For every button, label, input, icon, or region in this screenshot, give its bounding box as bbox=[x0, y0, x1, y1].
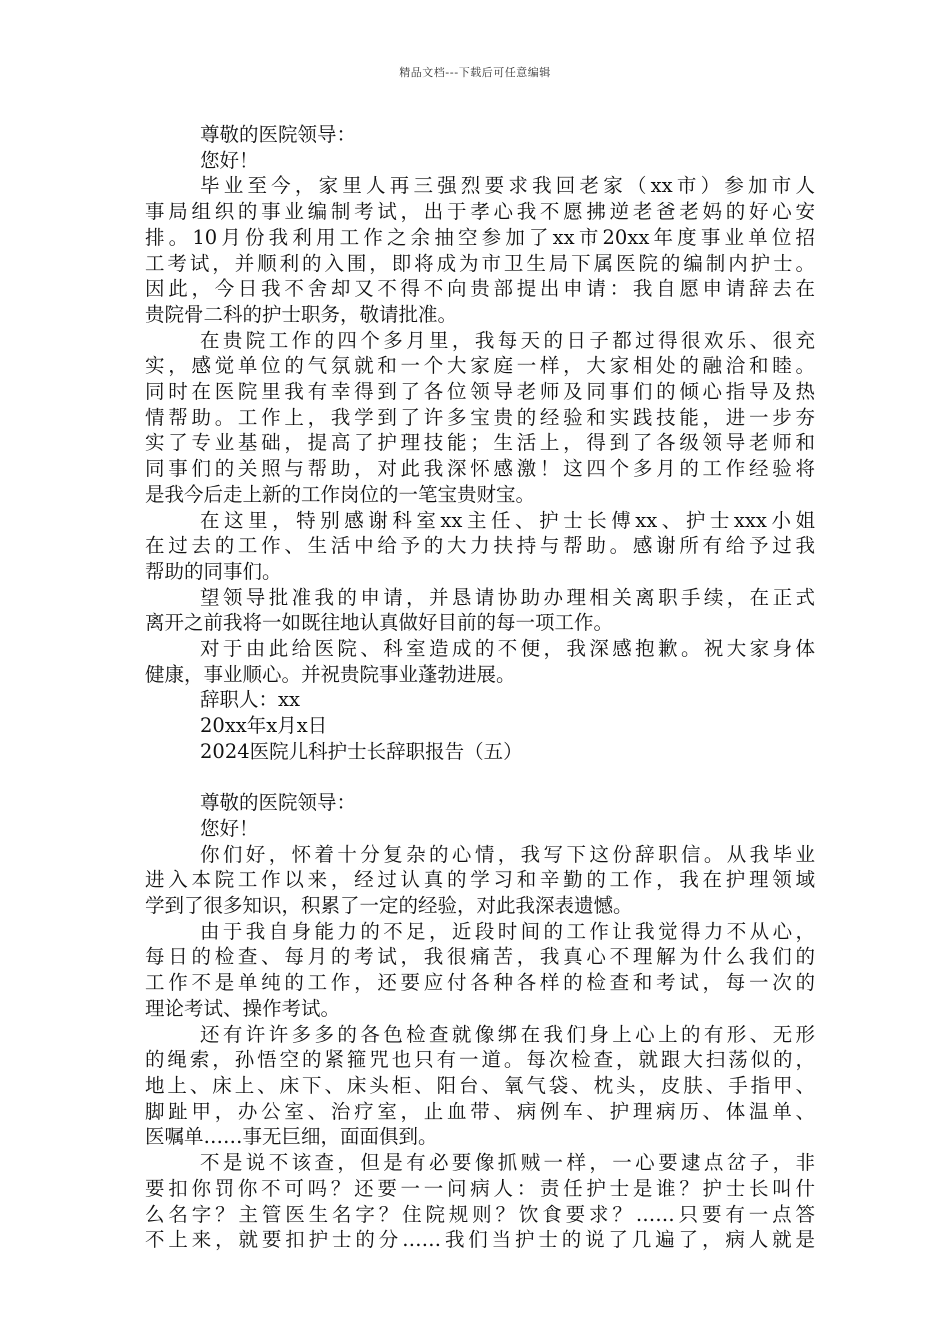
text-line: 理论考试、操作考试。 bbox=[145, 996, 341, 1020]
text-line: 医嘱单……事无巨细，面面俱到。 bbox=[145, 1125, 438, 1149]
text-line: 2024医院儿科护士长辞职报告（五） bbox=[200, 739, 523, 763]
text-line: 工作不是单纯的工作，还要应付各种各样的检查和考试，每一次的 bbox=[145, 971, 815, 995]
text-line: 每日的检查、每月的考试，我很痛苦，我真心不理解为什么我们的 bbox=[145, 945, 815, 969]
text-line: 学到了很多知识，积累了一定的经验，对此我深表遗憾。 bbox=[145, 894, 633, 918]
text-line: 在这里，特别感谢科室xx主任、护士长傅xx、护士xxx小姐 bbox=[200, 508, 815, 532]
text-line: 帮助的同事们。 bbox=[145, 559, 282, 583]
text-line: 脚趾甲，办公室、治疗室，止血带、病例车、护理病历、体温单、 bbox=[145, 1099, 815, 1123]
text-line: 健康，事业顺心。并祝贵院事业蓬勃进展。 bbox=[145, 662, 516, 686]
text-line: 排。10月份我利用工作之余抽空参加了xx市20xx年度事业单位招 bbox=[145, 225, 815, 249]
text-line: 是我今后走上新的工作岗位的一笔宝贵财宝。 bbox=[145, 482, 536, 506]
text-line: 因此，今日我不舍却又不得不向贵部提出申请：我自愿申请辞去在 bbox=[145, 277, 815, 301]
blank-line bbox=[145, 765, 815, 791]
text-line: 毕业至今，家里人再三强烈要求我回老家（xx市）参加市人 bbox=[200, 174, 815, 198]
text-line: 尊敬的医院领导： bbox=[200, 123, 357, 146]
text-line: 进入本院工作以来，经过认真的学习和辛勤的工作，我在护理领域 bbox=[145, 868, 815, 892]
text-line: 由于我自身能力的不足，近段时间的工作让我觉得力不从心， bbox=[200, 919, 815, 943]
text-line: 对于由此给医院、科室造成的不便，我深感抱歉。祝大家身体 bbox=[200, 637, 815, 661]
text-line: 贵院骨二科的护士职务，敬请批准。 bbox=[145, 302, 458, 326]
text-line: 不上来，就要扣护士的分……我们当护士的说了几遍了，病人就是 bbox=[145, 1228, 815, 1252]
text-line: 望领导批准我的申请，并恳请协助办理相关离职手续，在正式 bbox=[200, 585, 815, 609]
text-line: 不是说不该查，但是有必要像抓贼一样，一心要逮点岔子，非 bbox=[200, 1151, 815, 1175]
text-line: 实了专业基础，提高了护理技能；生活上，得到了各级领导老师和 bbox=[145, 431, 815, 455]
text-line: 20xx年x月x日 bbox=[200, 714, 328, 738]
text-line: 你们好，怀着十分复杂的心情，我写下这份辞职信。从我毕业 bbox=[200, 842, 815, 866]
text-line: 辞职人：xx bbox=[200, 688, 300, 712]
page-header: 精品文档---下载后可任意编辑 bbox=[399, 66, 551, 79]
text-line: 在过去的工作、生活中给予的大力扶持与帮助。感谢所有给予过我 bbox=[145, 534, 815, 558]
text-line: 事局组织的事业编制考试，出于孝心我不愿拂逆老爸老妈的好心安 bbox=[145, 200, 815, 224]
text-line: 您好！ bbox=[200, 816, 259, 840]
text-line: 要扣你罚你不可吗？还要一一问病人：责任护士是谁？护士长叫什 bbox=[145, 1176, 815, 1200]
text-line: 情帮助。工作上，我学到了许多宝贵的经验和实践技能，进一步夯 bbox=[145, 405, 815, 429]
text-line: 同事们的关照与帮助，对此我深怀感激！这四个多月的工作经验将 bbox=[145, 457, 815, 481]
text-line: 同时在医院里我有幸得到了各位领导老师及同事们的倾心指导及热 bbox=[145, 380, 815, 404]
text-line: 实，感觉单位的气氛就和一个大家庭一样，大家相处的融洽和睦。 bbox=[145, 354, 815, 378]
text-line: 的绳索，孙悟空的紧箍咒也只有一道。每次检查，就跟大扫荡似的， bbox=[145, 1048, 815, 1072]
text-line: 您好！ bbox=[200, 148, 259, 172]
document-body bbox=[145, 122, 815, 1253]
text-line: 工考试，并顺利的入围，即将成为市卫生局下属医院的编制内护士。 bbox=[145, 251, 815, 275]
text-line: 在贵院工作的四个多月里，我每天的日子都过得很欢乐、很充 bbox=[200, 328, 815, 352]
text-line: 还有许许多多的各色检查就像绑在我们身上心上的有形、无形 bbox=[200, 1022, 815, 1046]
text-line: 尊敬的医院领导： bbox=[200, 791, 357, 815]
text-line: 离开之前我将一如既往地认真做好目前的每一项工作。 bbox=[145, 611, 614, 635]
text-line: 地上、床上、床下、床头柜、阳台、氧气袋、枕头，皮肤、手指甲、 bbox=[145, 1074, 815, 1097]
text-line: 么名字？主管医生名字？住院规则？饮食要求？……只要有一点答 bbox=[145, 1202, 815, 1226]
